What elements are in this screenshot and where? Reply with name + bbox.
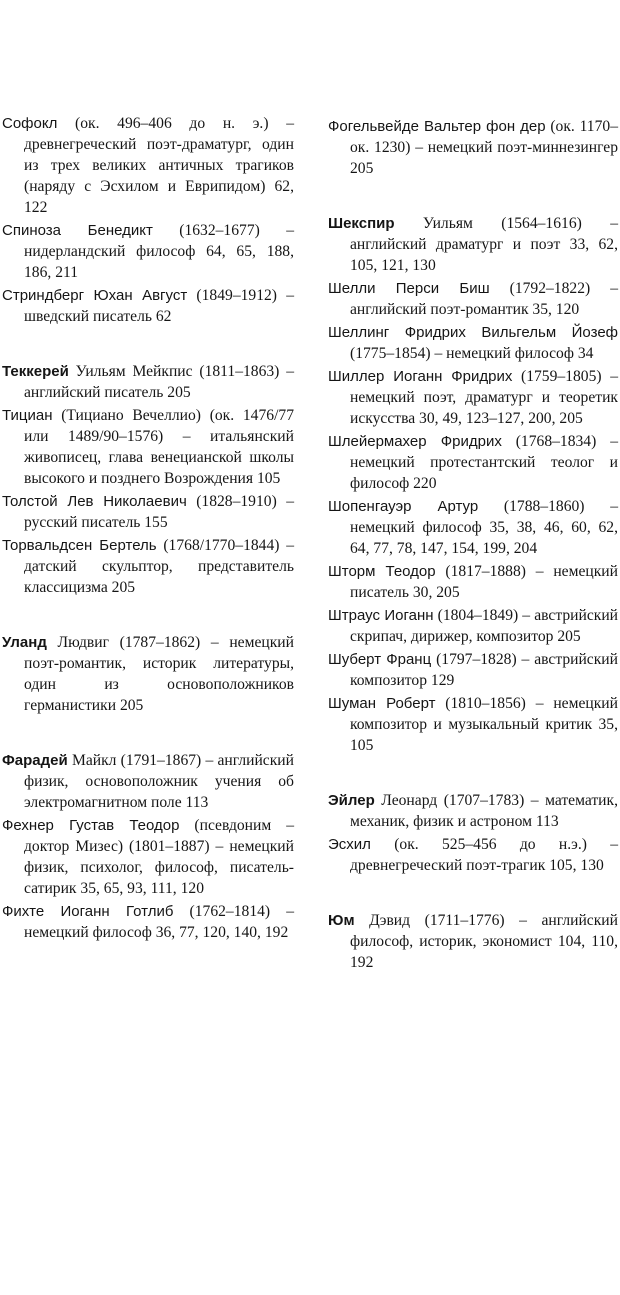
- entry-headword: Спиноза Бенедикт: [2, 222, 153, 239]
- entry-headword: Шлейермахер Фридрих: [328, 433, 502, 450]
- entry-headword: Шеллинг Фридрих Вильгельм Йозеф: [328, 324, 618, 341]
- entry-headword: Эйлер: [328, 792, 375, 809]
- index-entry-strauss: [328, 605, 618, 647]
- entry-text: (1804–1849) – австрийский скрипач, дирижер, композитор 205: [350, 607, 619, 645]
- index-entry-schubert: [328, 649, 618, 691]
- entry-text: (1759–1805) – немецкий поэт, драматург и теоретик искусства 30, 49, 123–127, 200, 205: [350, 368, 618, 427]
- entry-headword: Тициан: [2, 407, 53, 424]
- index-column-left: [2, 113, 294, 945]
- entry-text: Людвиг (1787–1862) – немецкий поэт-романтик, историк литературы, один из основоположников германистики 205: [24, 634, 294, 714]
- entry-text: (ок. 525–456 до н.э.) – древнегреческий поэт-трагик 105, 130: [350, 836, 618, 874]
- entry-headword: Теккерей: [2, 363, 69, 380]
- index-entry-schumann: [328, 693, 618, 756]
- index-entry-titian: [2, 405, 294, 489]
- entry-headword: Шторм Теодор: [328, 563, 436, 580]
- entry-text: (1775–1854) – немецкий философ 34: [350, 345, 594, 362]
- index-entry-strindberg: [2, 285, 294, 327]
- entry-text: (1810–1856) – немецкий композитор и музыкальный критик 35, 105: [350, 695, 618, 754]
- index-entry-sophocles: [2, 113, 294, 218]
- index-entry-storm: [328, 561, 618, 603]
- entry-text: Дэвид (1711–1776) – английский философ, историк, экономист 104, 110, 192: [350, 912, 618, 971]
- entry-text: (1797–1828) – австрийский композитор 129: [350, 651, 618, 689]
- entry-text: Уильям (1564–1616) – английский драматург и поэт 33, 62, 105, 121, 130: [350, 215, 618, 274]
- entry-text: (1828–1910) – русский писатель 155: [24, 493, 294, 531]
- index-entry-spinoza: [2, 220, 294, 283]
- index-entry-shelley: [328, 278, 618, 320]
- index-entry-fichte: [2, 901, 294, 943]
- index-entry-schopenhauer: [328, 496, 618, 559]
- entry-text: (1762–1814) – немецкий философ 36, 77, 120, 140, 192: [24, 903, 294, 941]
- entry-text: (1792–1822) – английский поэт-романтик 35, 120: [350, 280, 618, 318]
- index-entry-shakespeare: [328, 213, 618, 276]
- entry-headword: Фихте Иоганн Готлиб: [2, 903, 174, 920]
- entry-text: (1817–1888) – немецкий писатель 30, 205: [350, 563, 619, 601]
- entry-headword: Шуберт Франц: [328, 651, 432, 668]
- entry-headword: Юм: [328, 912, 355, 929]
- entry-text: Леонард (1707–1783) – математик, механик, физик и астроном 113: [350, 792, 618, 830]
- entry-text: (1849–1912) – шведский писатель 62: [24, 287, 294, 325]
- entry-text: (1768–1834) – немецкий протестантский теолог и философ 220: [350, 433, 618, 492]
- entry-text: (Тициано Вечеллио) (ок. 1476/77 или 1489/90–1576) – итальянский живописец, глава венецианской школы высокого и позднего Возрождения 105: [24, 407, 294, 487]
- entry-headword: Стриндберг Юхан Август: [2, 287, 188, 304]
- entry-headword: Уланд: [2, 634, 47, 651]
- index-entry-aeschylus: [328, 834, 618, 876]
- entry-text: (ок. 1170– ок. 1230) – немецкий поэт-миннезингер 205: [350, 118, 618, 177]
- index-entry-schiller: [328, 366, 618, 429]
- entry-headword: Штраус Иоганн: [328, 607, 434, 624]
- entry-headword: Эсхил: [328, 836, 371, 853]
- entry-headword: Софокл: [2, 115, 58, 132]
- entry-text: Майкл (1791–1867) – английский физик, основоположник учения об электромагнитном поле 113: [24, 752, 294, 811]
- entry-headword: Торвальдсен Бертель: [2, 537, 157, 554]
- index-entry-hume: [328, 910, 618, 973]
- index-entry-thorvaldsen: [2, 535, 294, 598]
- entry-headword: Шуман Роберт: [328, 695, 436, 712]
- index-entry-tolstoy: [2, 491, 294, 533]
- index-entry-faraday: [2, 750, 294, 813]
- entry-text: (псевдоним – доктор Мизес) (1801–1887) – немецкий физик, психолог, философ, писатель-сатирик 35, 65, 93, 111, 120: [24, 817, 294, 897]
- entry-text: Уильям Мейкпис (1811–1863) – английский писатель 205: [24, 363, 294, 401]
- index-entry-vogelweide: [328, 116, 618, 179]
- entry-headword: Шопенгауэр Артур: [328, 498, 479, 515]
- entry-headword: Шелли Перси Биш: [328, 280, 490, 297]
- entry-headword: Шекспир: [328, 215, 395, 232]
- entry-text: (ок. 496–406 до н. э.) – древнегреческий поэт-драматург, один из трех великих античных трагиков (наряду с Эсхилом и Еврипидом) 62, 122: [24, 115, 294, 216]
- entry-text: (1768/1770–1844) – датский скульптор, представитель классицизма 205: [24, 537, 294, 596]
- index-entry-euler: [328, 790, 618, 832]
- index-column-right: [328, 113, 618, 975]
- entry-text: (1632–1677) – нидерландский философ 64, 65, 188, 186, 211: [24, 222, 294, 281]
- entry-headword: Шиллер Иоганн Фридрих: [328, 368, 513, 385]
- entry-headword: Толстой Лев Николаевич: [2, 493, 187, 510]
- entry-headword: Фарадей: [2, 752, 68, 769]
- index-entry-thackeray: [2, 361, 294, 403]
- index-entry-fechner: [2, 815, 294, 899]
- entry-headword: Фехнер Густав Теодор: [2, 817, 180, 834]
- index-entry-schelling: [328, 322, 618, 364]
- index-entry-schleiermacher: [328, 431, 618, 494]
- index-entry-uhland: [2, 632, 294, 716]
- entry-text: (1788–1860) – немецкий философ 35, 38, 46, 60, 62, 64, 77, 78, 147, 154, 199, 204: [350, 498, 618, 557]
- entry-headword: Фогельвейде Вальтер фон дер: [328, 118, 546, 135]
